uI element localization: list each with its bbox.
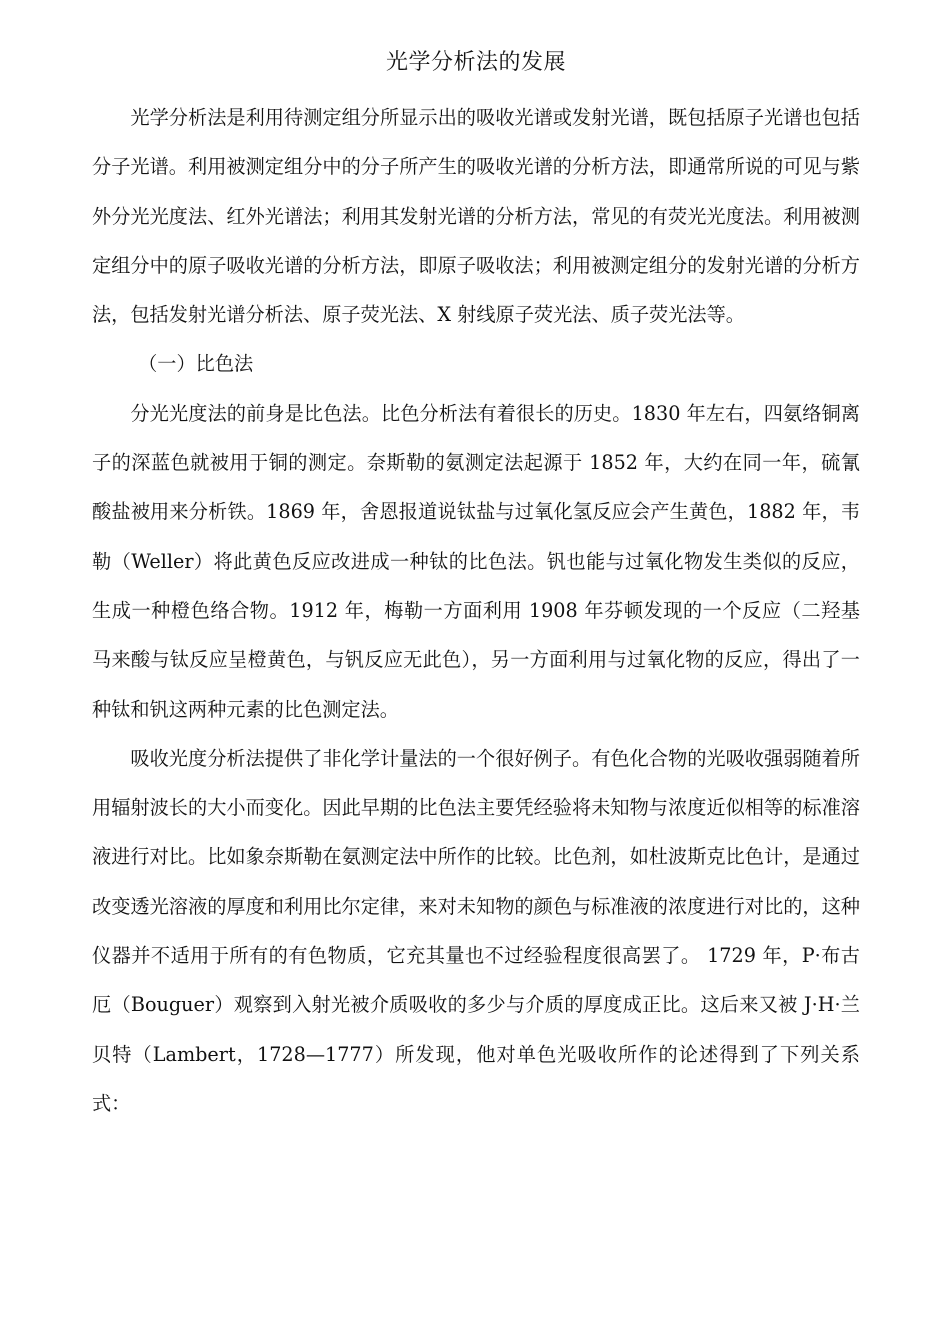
colorimetry-history-paragraph: 分光光度法的前身是比色法。比色分析法有着很长的历史。1830 年左右，四氨络铜离子的深蓝色就被用于铜的测定。奈斯勒的氨测定法起源于 1852 年，大约在同一年，硫氰酸盐被用来分析铁。1869 年，舍恩报道说钛盐与过氧化氢反应会产生黄色，1882 年，韦勒（Weller）将此黄色反应改进成一种钛的比色法。钒也能与过氧化物发生类似的反应，生成一种橙色络合物。1912 年，梅勒一方面利用 1908 年芬顿发现的一个反应（二羟基马来酸与钛反应呈橙黄色，与钒反应无此色），另一方面利用与过氧化物的反应，得出了一种钛和钒这两种元素的比色测定法。 [92, 401, 860, 721]
document-title: 光学分析法的发展 [385, 50, 566, 75]
absorption-photometry-paragraph: 吸收光度分析法提供了非化学计量法的一个很好例子。有色化合物的光吸收强弱随着所用辐射波长的大小而变化。因此早期的比色法主要凭经验将未知物与浓度近似相等的标准溶液进行对比。比如象奈斯勒在氨测定法中所作的比较。比色剂，如杜波斯克比色计，是通过改变透光溶液的厚度和利用比尔定律，来对未知物的颜色与标准液的浓度进行对比的，这种仪器并不适用于所有的有色物质，它充其量也不过经验程度很高罢了。 1729 年，P·布古厄（Bouguer）观察到入射光被介质吸收的多少与介质的厚度成正比。这后来又被 J·H·兰贝特（Lambert，1728—1777）所发现，他对单色光吸收所作的论述得到了下列关系式： [92, 746, 860, 1115]
intro-paragraph: 光学分析法是利用待测定组分所显示出的吸收光谱或发射光谱，既包括原子光谱也包括分子光谱。利用被测定组分中的分子所产生的吸收光谱的分析方法，即通常所说的可见与紫外分光光度法、红外光谱法；利用其发射光谱的分析方法，常见的有荧光光度法。利用被测定组分中的原子吸收光谱的分析方法，即原子吸收法；利用被测定组分的发射光谱的分析方法，包括发射光谱分析法、原子荧光法、X 射线原子荧光法、质子荧光法等。 [92, 106, 860, 327]
document-page [92, 40, 860, 1128]
section-heading-colorimetry: （一）比色法 [138, 352, 254, 376]
